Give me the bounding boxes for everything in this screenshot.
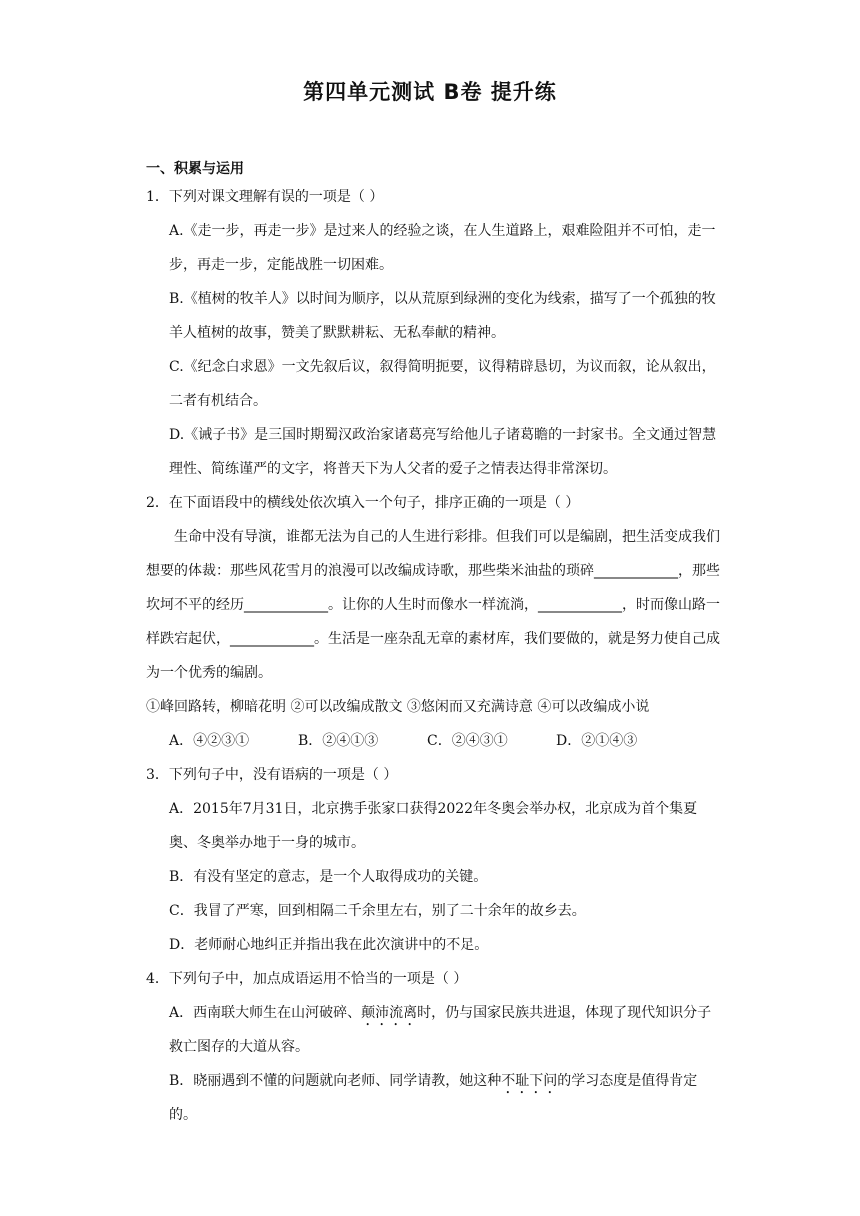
question-4-option-b-pre: B．晓丽遇到不懂的问题就向老师、同学请教，她这种 — [169, 1073, 502, 1089]
section-heading: 一、积累与运用 — [146, 161, 244, 177]
question-2-stem: 2．在下面语段中的横线处依次填入一个句子，排序正确的一项是（ ） — [146, 495, 580, 511]
question-1-option-a: A.《走一步，再走一步》是过来人的经验之谈，在人生道路上，艰难险阻并不可怕，走一步，再走一步，定能战胜一切困难。 — [169, 223, 716, 273]
question-2-passage: 生命中没有导演，谁都无法为自己的人生进行彩排。但我们可以是编剧，把生活变成我们想要的体裁：那些风花雪月的浪漫可以改编成诗歌，那些柴米油盐的琐碎____________，那些坎坷不平的经历____________。让你的人生时而像水一样流淌，____________，时而像山路一样跌宕起伏，____________。生活是一座杂乱无章的素材库，我们要做的，就是努力使自己成为一个优秀的编剧。 — [146, 529, 720, 681]
question-1-stem: 1．下列对课文理解有误的一项是（ ） — [146, 189, 384, 205]
question-1-option-c: C.《纪念白求恩》一文先叙后议，叙得简明扼要，议得精辟恳切，为议而叙，论从叙出，二者有机结合。 — [169, 359, 716, 409]
question-3-option-b: B．有没有坚定的意志，是一个人取得成功的关键。 — [169, 869, 488, 885]
question-3-option-d: D．老师耐心地纠正并指出我在此次演讲中的不足。 — [169, 937, 489, 953]
dotted-idiom: 不耻下问 — [501, 1073, 558, 1089]
question-4-option-b-post: 的学习态度是值得肯定的。 — [169, 1073, 698, 1123]
question-2-option-a: A．④②③① — [169, 733, 250, 749]
question-4-option-a-post: 时，仍与国家民族共进退，体现了现代知识分子救亡图存的大道从容。 — [169, 1005, 712, 1055]
question-list — [146, 180, 721, 1132]
question-2-option-c: C．②④③① — [427, 733, 508, 749]
question-2-option-d: D．②①④③ — [556, 733, 638, 749]
question-2-choices — [169, 724, 721, 758]
question-2-items: ①峰回路转，柳暗花明 ②可以改编成散文 ③悠闲而又充满诗意 ④可以改编成小说 — [146, 699, 650, 715]
question-3-option-c: C．我冒了严寒，回到相隔二千余里左右，别了二十余年的故乡去。 — [169, 903, 586, 919]
question-4-option-a — [169, 996, 721, 1064]
question-4-option-a-pre: A．西南联大师生在山河破碎、 — [169, 1005, 362, 1021]
question-3-stem: 3．下列句子中，没有语病的一项是（ ） — [146, 767, 398, 783]
page-title: 第四单元测试 B卷 提升练 — [303, 80, 557, 104]
question-2-option-b: B．②④①③ — [298, 733, 379, 749]
question-4-stem: 4．下列句子中，加点成语运用不恰当的一项是（ ） — [146, 971, 468, 987]
question-1-option-b: B.《植树的牧羊人》以时间为顺序，以从荒原到绿洲的变化为线索，描写了一个孤独的牧羊人植树的故事，赞美了默默耕耘、无私奉献的精神。 — [169, 291, 716, 341]
dotted-idiom: 颠沛流离 — [361, 1005, 418, 1021]
question-4-option-b — [169, 1064, 721, 1132]
question-3-option-a: A．2015年7月31日，北京携手张家口获得2022年冬奥会举办权，北京成为首个集夏奥、冬奥举办地于一身的城市。 — [169, 801, 698, 851]
question-1-option-d: D.《诫子书》是三国时期蜀汉政治家诸葛亮写给他儿子诸葛瞻的一封家书。全文通过智慧理性、简练谨严的文字，将普天下为人父者的爱子之情表达得非常深切。 — [169, 427, 717, 477]
